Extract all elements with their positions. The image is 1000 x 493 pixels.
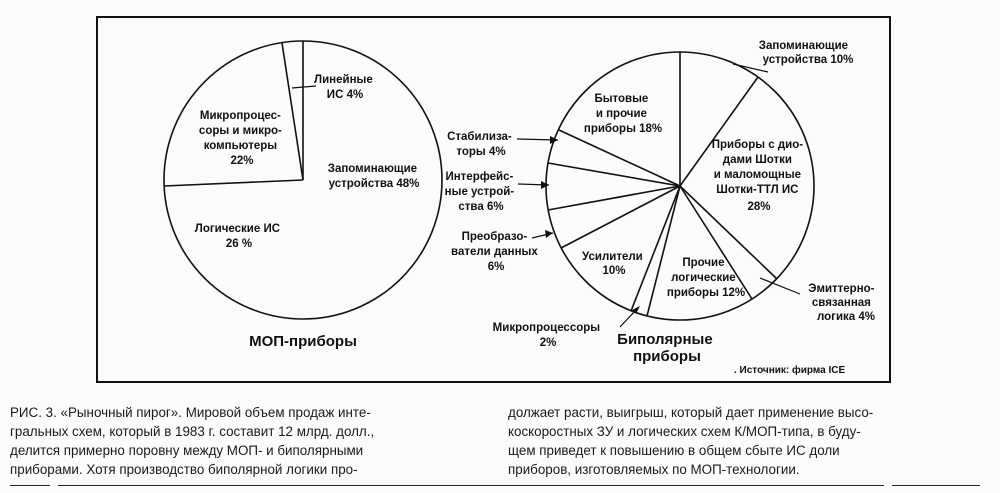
- bipolar-label-interface: Интерфейс- ные устрой- ства 6%: [444, 171, 515, 213]
- bipolar-title: Биполярные приборы: [617, 331, 713, 365]
- bipolar-divider-10: [559, 130, 680, 186]
- bipolar-label-other-logic: Прочие логические приборы 12%: [666, 257, 746, 299]
- mos-leader-linear: [292, 86, 316, 88]
- caption-line: делится примерно поровну между МОП- и биполярными: [10, 443, 364, 458]
- mos-divider-micro: [164, 180, 303, 186]
- bipolar-label-consumer: Бытовые и прочие приборы 18%: [583, 93, 663, 135]
- bottom-rule-right: [892, 485, 980, 486]
- bipolar-label-schottky: Приборы с дио- дами Шотки и маломощные Шотки-ТТЛ ИС 28%: [711, 139, 804, 213]
- mos-divider-linear: [282, 43, 303, 180]
- bipolar-divider-7: [561, 186, 680, 248]
- bipolar-label-micro: Микропроцессоры 2%: [492, 322, 601, 349]
- bipolar-label-amplifiers: Усилители 10%: [582, 251, 643, 277]
- mos-title: МОП-приборы: [249, 333, 357, 350]
- bottom-rule-middle: [58, 485, 884, 486]
- bottom-rule-left: [10, 485, 50, 486]
- caption-line: гральных схем, который в 1983 г. составит 12 млрд. долл.,: [10, 424, 375, 439]
- caption-right-column: [508, 403, 988, 479]
- bipolar-label-ecl: Эмиттерно- связанная логика 4%: [808, 283, 876, 323]
- caption-line: коскоростных ЗУ и логических схем К/МОП-типа, в буду-: [508, 424, 861, 439]
- caption-line: должает расти, выигрыш, который дает применение высо-: [508, 405, 874, 420]
- source-note: . Источник: фирма ICE: [734, 365, 846, 376]
- caption-left-column: [10, 403, 486, 479]
- mos-label-linear: Линейные ИС 4%: [314, 74, 373, 101]
- mos-label-logic: Логические ИС 26 %: [194, 223, 281, 250]
- mos-label-micro: Микропроцес- соры и микро- компьютеры 22%: [198, 110, 282, 167]
- bipolar-arrowheads: [541, 136, 640, 314]
- caption-line: приборами. Хотя производство биполярной логики про-: [10, 462, 358, 477]
- caption-line: щем приведет к повышению в общем сбыте ИС доли: [508, 443, 840, 458]
- bipolar-divider-9: [548, 163, 680, 186]
- bipolar-label-memory: Запоминающие устройства 10%: [758, 40, 854, 66]
- bipolar-label-converters: Преобразо- ватели данных 6%: [451, 231, 538, 273]
- caption-line: РИС. 3. «Рыночный пирог». Мировой объем продаж инте-: [10, 405, 371, 420]
- bipolar-divider-8: [548, 186, 680, 210]
- caption-line: приборов, изготовляемых по МОП-технологии.: [508, 462, 800, 477]
- mos-label-memory: Запоминающие устройства 48%: [327, 163, 420, 190]
- bipolar-label-stabilizers: Стабилиза- торы 4%: [447, 131, 512, 158]
